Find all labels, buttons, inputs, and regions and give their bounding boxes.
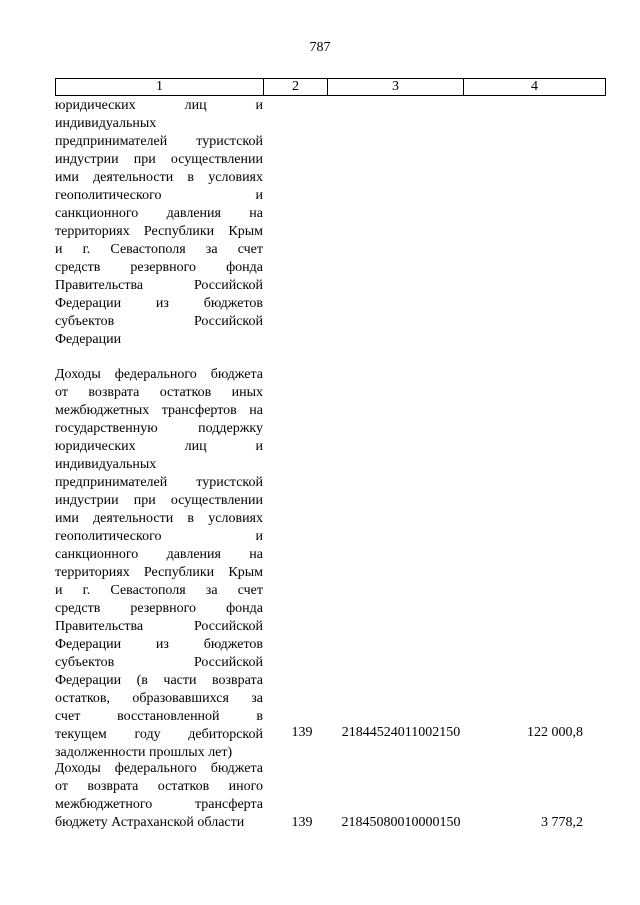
text-line: средств резервного фонда [55, 601, 263, 616]
text-line: остатков, образовавшихся за [55, 691, 263, 706]
text-line: Правительства Российской [55, 278, 263, 293]
header-col-4: 4 [531, 79, 538, 94]
text-line: индивидуальных [55, 457, 157, 472]
text-line: текущем году дебиторской [55, 727, 263, 742]
text-line: задолженности прошлых лет) [55, 745, 233, 760]
text-line: Правительства Российской [55, 619, 263, 634]
text-line: от возврата остатков иных [55, 385, 263, 400]
text-line: предпринимателей туристской [55, 134, 263, 149]
text-line: ими деятельности в условиях [55, 170, 263, 185]
row-1-amount: 122 000,8 [527, 725, 583, 740]
row-2-amount: 3 778,2 [541, 815, 583, 830]
text-line: счет восстановленной в [55, 709, 263, 724]
page-number: 787 [309, 40, 331, 55]
header-col-3: 3 [328, 79, 464, 95]
text-line: Доходы федерального бюджета [55, 367, 263, 382]
row-1-admin-code: 139 [291, 725, 313, 740]
text-line: геополитического и [55, 188, 263, 203]
header-col-2: 2 [264, 79, 328, 95]
text-line: бюджету Астраханской области [55, 815, 245, 830]
text-line: Федерации (в части возврата [55, 673, 263, 688]
text-line: Федерации из бюджетов [55, 637, 263, 652]
row-1-budget-code: 21844524011002150 [341, 725, 461, 740]
text-line: индивидуальных [55, 116, 157, 131]
text-line: индустрии при осуществлении [55, 152, 263, 167]
text-line: и г. Севастополя за счет [55, 583, 263, 598]
text-line: межбюджетных трансфертов на [55, 403, 263, 418]
table-header-row [55, 78, 606, 96]
text-line: и г. Севастополя за счет [55, 242, 263, 257]
text-line: Доходы федерального бюджета [55, 761, 263, 776]
text-line: ими деятельности в условиях [55, 511, 263, 526]
text-line: санкционного давления на [55, 547, 263, 562]
text-line: межбюджетного трансферта [55, 797, 263, 812]
text-line: геополитического и [55, 529, 263, 544]
text-line: от возврата остатков иного [55, 779, 263, 794]
text-line: субъектов Российской [55, 655, 263, 670]
row-2-budget-code: 21845080010000150 [341, 815, 461, 830]
text-line: территориях Республики Крым [55, 224, 263, 239]
text-line: индустрии при осуществлении [55, 493, 263, 508]
text-line: субъектов Российской [55, 314, 263, 329]
row-1-description [55, 366, 263, 762]
text-line: Федерации [55, 332, 122, 347]
row-2-description [55, 760, 263, 832]
header-col-1: 1 [56, 79, 264, 95]
text-line: территориях Республики Крым [55, 565, 263, 580]
text-line: средств резервного фонда [55, 260, 263, 275]
text-line: Федерации из бюджетов [55, 296, 263, 311]
row-0-description [55, 97, 263, 349]
text-line: юридических лиц и [55, 98, 263, 113]
text-line: государственную поддержку [55, 421, 263, 436]
text-line: предпринимателей туристской [55, 475, 263, 490]
row-2-admin-code: 139 [291, 815, 313, 830]
text-line: юридических лиц и [55, 439, 263, 454]
text-line: санкционного давления на [55, 206, 263, 221]
